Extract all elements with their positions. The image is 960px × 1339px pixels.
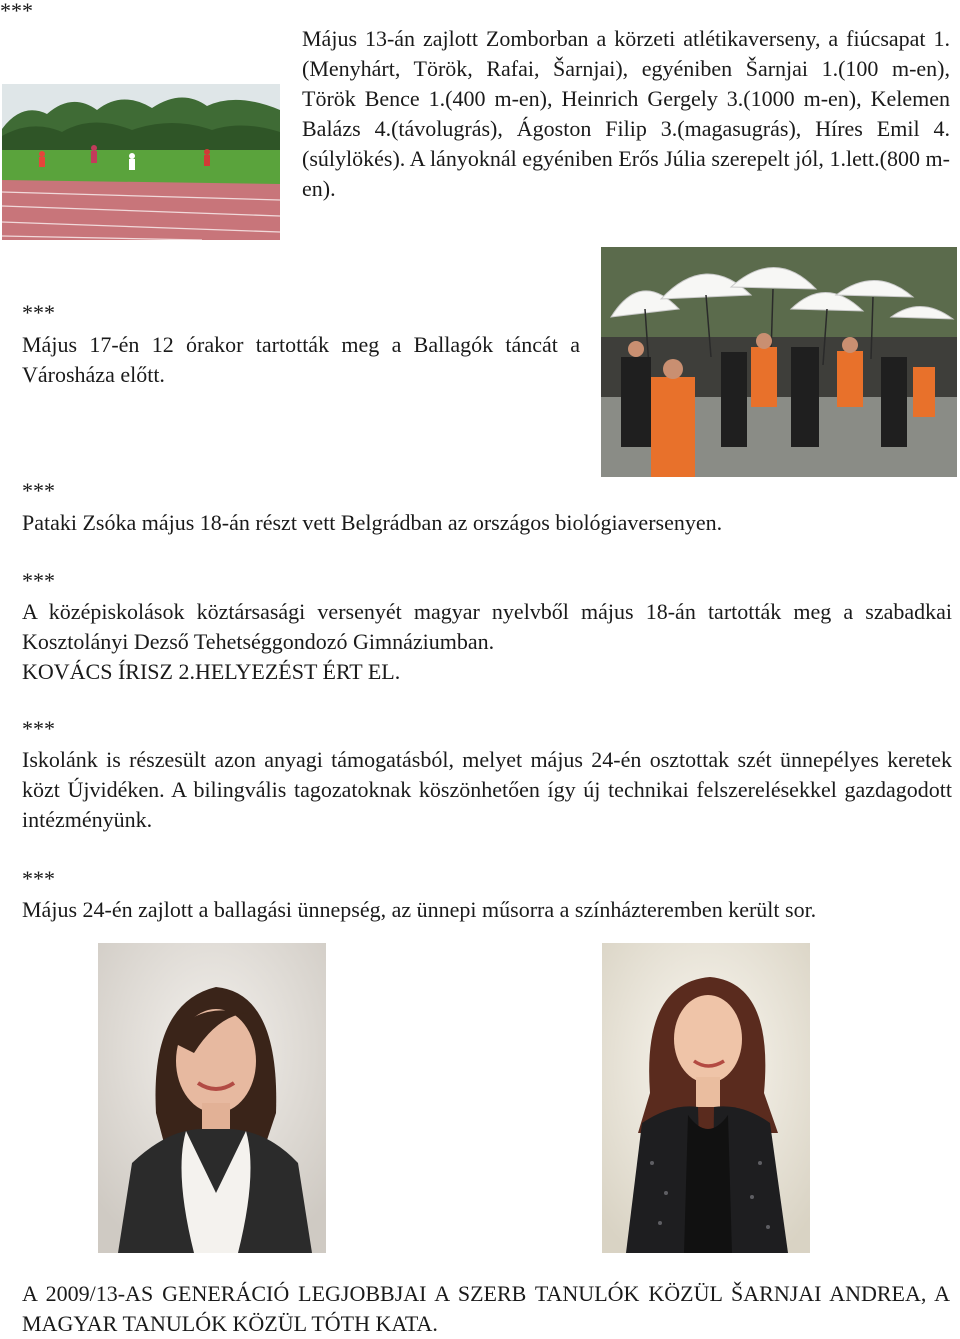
separator-stars: *** xyxy=(22,866,55,891)
portrait-photo-left xyxy=(98,943,326,1253)
separator-stars: *** xyxy=(0,0,33,23)
athletics-track-photo xyxy=(2,84,280,240)
umbrella-dance-photo xyxy=(601,247,957,477)
separator-stars: *** xyxy=(22,478,55,503)
dance-text: Május 17-én 12 órakor tartották meg a Ballagók táncát a Városháza előtt. xyxy=(22,332,580,387)
athletics-text: Május 13-án zajlott Zomborban a körzeti atlétikaverseny, a fiúcsapat 1. (Menyhárt, Török, Rafai, Šarnjai), egyéniben Šarnjai 1.(100 m-en), Török Bence 1.(400 m-en), Heinrich Gergely 3.(1000 m-en), Kelemen Balázs 4.(távolugrás), Ágoston Filip 3.(magasugrás), Híres Emil 4.(súlylökés). A lányoknál egyéniben Erős Júlia szerepelt jól, 1.lett.(800 m-en). xyxy=(302,26,950,201)
language-contest-text: A középiskolások köztársasági versenyét magyar nyelvből május 18-án tartották meg a szabadkai Kosztolányi Dezső Tehetséggondozó Gimnáziumban. xyxy=(22,599,952,654)
separator-stars: *** xyxy=(22,716,55,741)
separator-stars: *** xyxy=(22,568,55,593)
biology-text: Pataki Zsóka május 18-án részt vett Belgrádban az országos biológiaversenyen. xyxy=(22,510,723,535)
separator-stars: *** xyxy=(22,300,55,325)
graduation-text: Május 24-én zajlott a ballagási ünnepség, az ünnepi műsorra a színházteremben került sor. xyxy=(22,897,817,922)
language-contest-result: KOVÁCS ÍRISZ 2.HELYEZÉST ÉRT EL. xyxy=(22,659,401,684)
best-students-text: A 2009/13-AS GENERÁCIÓ LEGJOBBJAI A SZERB TANULÓK KÖZÜL ŠARNJAI ANDREA, A MAGYAR TANULÓK KÖZÜL TÓTH KATA. xyxy=(22,1281,950,1336)
funding-text: Iskolánk is részesült azon anyagi támogatásból, melyet május 24-én osztottak szét ünnepélyes keretek közt Újvidéken. A bilingvális tagozatoknak köszönhetően így új technikai felszerelésekkel gazdagodott intézményünk. xyxy=(22,747,952,832)
portrait-photo-right xyxy=(602,943,810,1253)
